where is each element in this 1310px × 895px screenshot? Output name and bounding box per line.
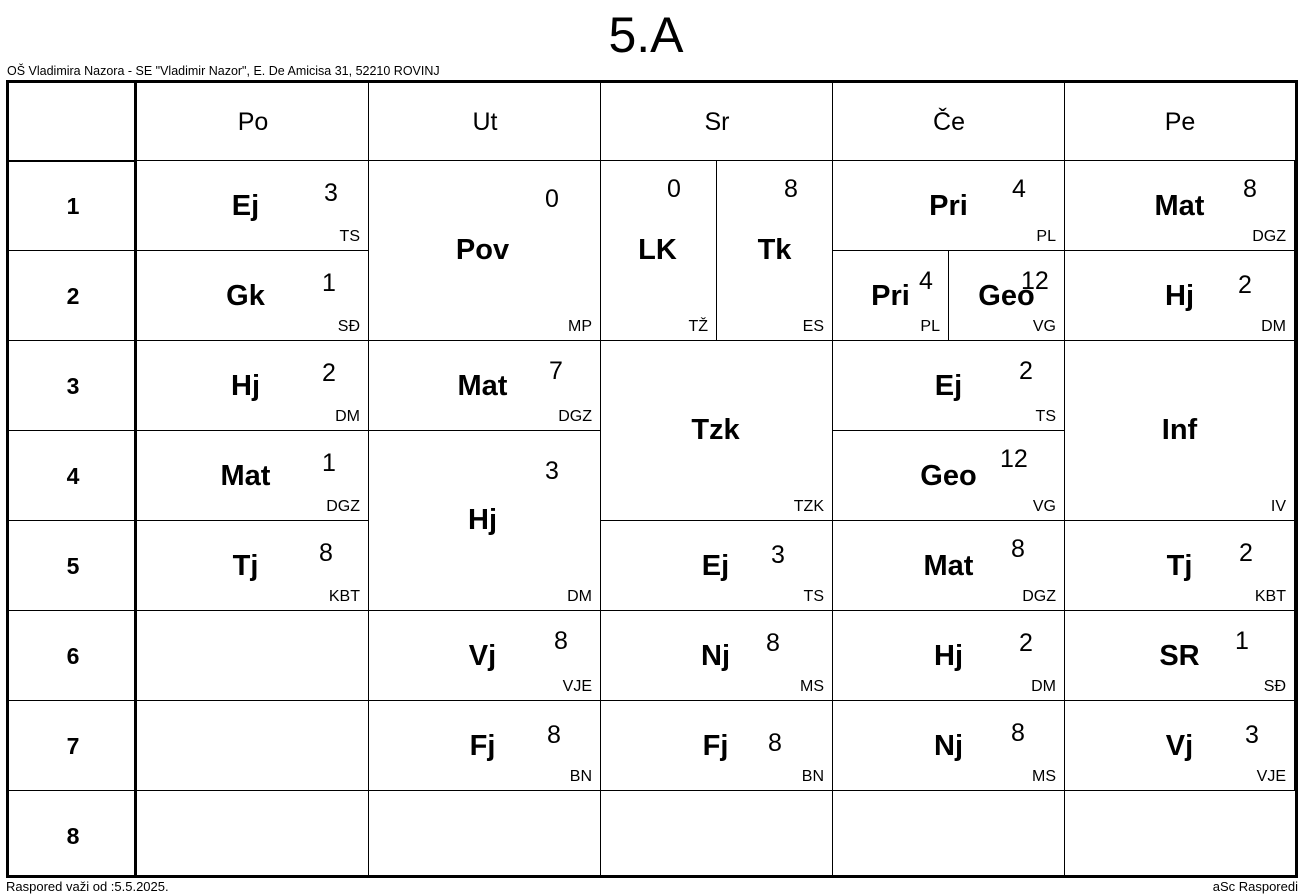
lesson-subject: Vj [468, 639, 497, 672]
lesson-cell[interactable] [600, 340, 833, 521]
school-info: OŠ Vladimira Nazora - SE "Vladimir Nazor", E. De Amicisa 31, 52210 ROVINJ [7, 64, 440, 78]
lesson-room: 12 [1021, 267, 1049, 295]
lesson-subject: Nj [934, 729, 963, 762]
lesson-room: 2 [1019, 357, 1033, 385]
lesson-teacher: BN [569, 768, 592, 785]
lesson-subject: Gk [226, 279, 265, 312]
lesson-subject: Fj [469, 729, 496, 762]
lesson-cell[interactable] [948, 250, 1065, 341]
lesson-cell[interactable] [832, 520, 1065, 611]
lesson-teacher: SĐ [337, 318, 360, 335]
lesson-subject: Ej [231, 189, 260, 222]
day-header: Če [933, 108, 965, 136]
lesson-room: 8 [1243, 175, 1257, 203]
lesson-room: 2 [1238, 271, 1252, 299]
lesson-cell[interactable] [368, 160, 601, 341]
period-label: 4 [66, 462, 80, 489]
lesson-cell[interactable] [832, 160, 1065, 251]
lesson-teacher: VG [1032, 498, 1056, 515]
lesson-subject: Nj [701, 639, 730, 672]
lesson-cell[interactable] [600, 610, 833, 701]
lesson-cell[interactable] [1064, 160, 1295, 251]
lesson-subject: Tj [1166, 549, 1193, 582]
lesson-room: 3 [771, 541, 785, 569]
lesson-subject: Ej [701, 549, 730, 582]
period-label: 6 [66, 642, 80, 669]
lesson-room: 4 [919, 267, 933, 295]
lesson-cell[interactable] [1064, 610, 1295, 701]
timetable-grid [6, 80, 1298, 878]
lesson-subject: SR [1159, 639, 1200, 672]
lesson-room: 8 [766, 629, 780, 657]
lesson-subject: Vj [1165, 729, 1194, 762]
lesson-cell[interactable] [1064, 700, 1295, 791]
lesson-teacher: TS [339, 228, 360, 245]
lesson-cell[interactable] [136, 250, 369, 341]
lesson-teacher: TZK [793, 498, 824, 515]
lesson-cell[interactable] [600, 700, 833, 791]
lesson-room: 3 [1245, 721, 1259, 749]
lesson-teacher: TS [1035, 408, 1056, 425]
period-label: 3 [66, 372, 80, 399]
lesson-cell[interactable] [716, 160, 833, 341]
validity-note: Raspored važi od :5.5.2025. [6, 879, 169, 894]
lesson-cell[interactable] [600, 160, 717, 341]
lesson-room: 8 [554, 627, 568, 655]
lesson-subject: Mat [923, 549, 974, 582]
day-header: Pe [1164, 108, 1196, 136]
lesson-cell[interactable] [832, 430, 1065, 521]
lesson-cell[interactable] [832, 700, 1065, 791]
class-title: 5.A [608, 7, 684, 63]
lesson-room: 2 [1019, 629, 1033, 657]
lesson-teacher: KBT [1254, 588, 1286, 605]
lesson-room: 1 [1235, 627, 1249, 655]
lesson-subject: LK [638, 234, 677, 266]
lesson-teacher: PL [920, 318, 940, 335]
lesson-room: 8 [319, 539, 333, 567]
lesson-room: 1 [322, 449, 336, 477]
lesson-subject: Mat [457, 369, 508, 402]
lesson-room: 1 [322, 269, 336, 297]
lesson-teacher: DGZ [326, 498, 360, 515]
lesson-subject: Pov [455, 234, 510, 266]
lesson-cell[interactable] [832, 340, 1065, 431]
lesson-room: 3 [324, 179, 338, 207]
lesson-teacher: KBT [328, 588, 360, 605]
lesson-cell[interactable] [368, 700, 601, 791]
lesson-cell[interactable] [368, 430, 601, 611]
lesson-subject: Hj [468, 504, 497, 536]
lesson-subject: Hj [231, 369, 260, 402]
lesson-room: 2 [1239, 539, 1253, 567]
lesson-teacher: VG [1032, 318, 1056, 335]
lesson-subject: Tk [757, 234, 792, 266]
lesson-teacher: MS [800, 678, 824, 695]
lesson-subject: Geo [920, 459, 977, 492]
lesson-teacher: DGZ [1022, 588, 1056, 605]
lesson-cell[interactable] [1064, 520, 1295, 611]
period-label: 7 [66, 732, 80, 759]
lesson-room: 0 [667, 175, 681, 203]
lesson-teacher: DM [1031, 678, 1056, 695]
software-credit: aSc Rasporedi [1212, 879, 1298, 894]
lesson-cell[interactable] [1064, 340, 1295, 521]
period-label: 5 [66, 552, 80, 579]
day-header: Ut [472, 108, 498, 136]
lesson-room: 0 [545, 185, 559, 213]
lesson-room: 3 [545, 457, 559, 485]
lesson-teacher: DM [1261, 318, 1286, 335]
lesson-cell[interactable] [832, 610, 1065, 701]
lesson-subject: Mat [1154, 189, 1205, 222]
lesson-teacher: PL [1036, 228, 1056, 245]
lesson-teacher: DGZ [1252, 228, 1286, 245]
lesson-cell[interactable] [136, 430, 369, 521]
lesson-teacher: TS [803, 588, 824, 605]
lesson-subject: Hj [934, 639, 963, 672]
lesson-room: 2 [322, 359, 336, 387]
lesson-subject: Geo [978, 279, 1035, 312]
lesson-room: 4 [1012, 175, 1026, 203]
lesson-teacher: MS [1032, 768, 1056, 785]
lesson-subject: Tzk [691, 414, 740, 446]
lesson-subject: Tj [232, 549, 259, 582]
lesson-cell[interactable] [600, 520, 833, 611]
lesson-teacher: VJE [1256, 768, 1286, 785]
lesson-room: 8 [1011, 535, 1025, 563]
lesson-room: 7 [549, 357, 563, 385]
lesson-subject: Hj [1165, 279, 1194, 312]
lesson-teacher: DGZ [558, 408, 592, 425]
lesson-room: 8 [784, 175, 798, 203]
lesson-cell[interactable] [368, 610, 601, 701]
lesson-subject: Pri [871, 279, 910, 312]
lesson-subject: Fj [702, 729, 729, 762]
day-header: Po [237, 108, 269, 136]
lesson-room: 8 [768, 729, 782, 757]
lesson-cell[interactable] [136, 340, 369, 431]
lesson-room: 8 [1011, 719, 1025, 747]
lesson-subject: Inf [1161, 414, 1198, 446]
period-label: 1 [66, 192, 80, 219]
lesson-cell[interactable] [136, 520, 369, 611]
lesson-cell[interactable] [1064, 250, 1295, 341]
period-label: 8 [66, 822, 80, 849]
lesson-teacher: TŽ [688, 318, 708, 335]
period-label: 2 [66, 282, 80, 309]
lesson-cell[interactable] [832, 250, 949, 341]
lesson-teacher: ES [802, 318, 824, 335]
lesson-cell[interactable] [136, 160, 369, 251]
lesson-teacher: IV [1270, 498, 1286, 515]
lesson-room: 12 [1000, 445, 1028, 473]
lesson-teacher: BN [801, 768, 824, 785]
lesson-cell[interactable] [368, 340, 601, 431]
day-header: Sr [704, 108, 730, 136]
lesson-subject: Pri [929, 189, 968, 222]
lesson-teacher: VJE [562, 678, 592, 695]
lesson-teacher: DM [335, 408, 360, 425]
lesson-teacher: MP [568, 318, 592, 335]
lesson-teacher: DM [567, 588, 592, 605]
lesson-subject: Mat [220, 459, 271, 492]
lesson-subject: Ej [934, 369, 963, 402]
lesson-room: 8 [547, 721, 561, 749]
lesson-teacher: SĐ [1263, 678, 1286, 695]
